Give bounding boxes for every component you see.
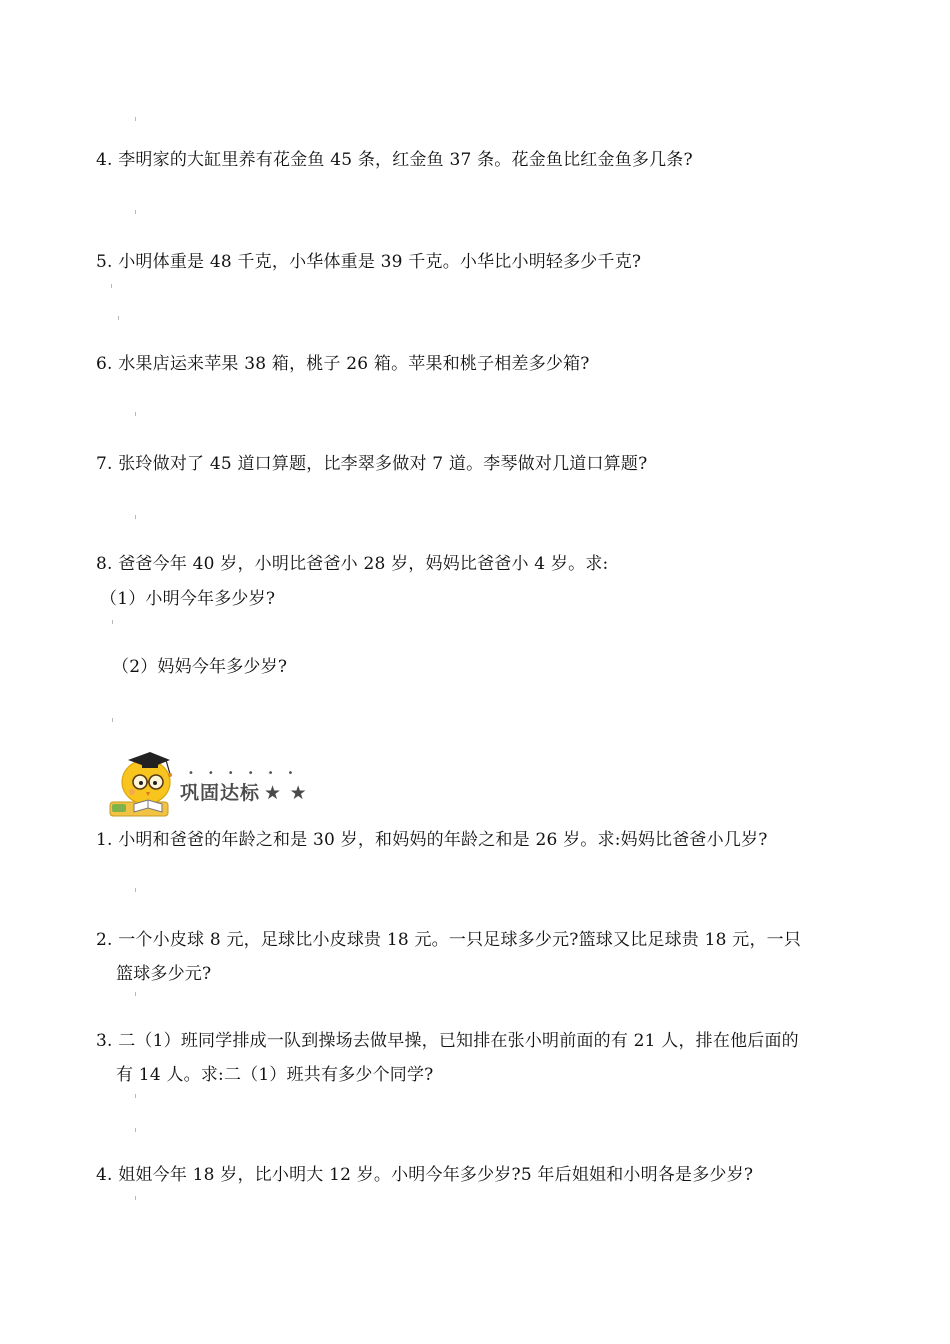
paragraph-mark <box>135 992 136 996</box>
paragraph-mark <box>118 316 119 320</box>
paragraph-mark <box>135 1196 136 1200</box>
paragraph-mark <box>112 620 113 624</box>
exercise-3: 3. 二（1）班同学排成一队到操场去做早操，已知排在张小明前面的有 21 人，排在他后面的 <box>96 1031 799 1051</box>
question-5: 5. 小明体重是 48 千克，小华体重是 39 千克。小华比小明轻多少千克? <box>96 252 642 272</box>
decorative-dots: •••••• <box>188 768 308 779</box>
exercise-1: 1. 小明和爸爸的年龄之和是 30 岁，和妈妈的年龄之和是 26 岁。求:妈妈比爸爸小几岁? <box>96 830 768 850</box>
question-6: 6. 水果店运来苹果 38 箱，桃子 26 箱。苹果和桃子相差多少箱? <box>96 354 590 374</box>
exercise-4: 4. 姐姐今年 18 岁，比小明大 12 岁。小明今年多少岁?5 年后姐姐和小明各是多少岁? <box>96 1165 754 1185</box>
exercise-2-continued: 篮球多少元? <box>116 964 212 984</box>
paragraph-mark <box>135 1094 136 1098</box>
exercise-2: 2. 一个小皮球 8 元，足球比小皮球贵 18 元。一只足球多少元?篮球又比足球贵 18 元，一只 <box>96 930 802 950</box>
question-7: 7. 张玲做对了 45 道口算题，比李翠多做对 7 道。李琴做对几道口算题? <box>96 454 648 474</box>
mascot-icon <box>108 750 188 822</box>
question-4: 4. 李明家的大缸里养有花金鱼 45 条，红金鱼 37 条。花金鱼比红金鱼多几条? <box>96 150 693 170</box>
paragraph-mark <box>135 515 136 519</box>
question-8-part-2: （2）妈妈今年多少岁? <box>112 657 288 677</box>
paragraph-mark <box>135 412 136 416</box>
section-stars: ★ ★ <box>264 782 308 804</box>
question-8: 8. 爸爸今年 40 岁，小明比爸爸小 28 岁，妈妈比爸爸小 4 岁。求: <box>96 554 609 574</box>
paragraph-mark <box>135 210 136 214</box>
section-title-text: 巩固达标 <box>180 782 261 804</box>
paragraph-mark <box>135 117 136 121</box>
paragraph-mark <box>135 1128 136 1132</box>
section-title <box>180 778 308 805</box>
paragraph-mark <box>112 718 113 722</box>
paragraph-mark <box>135 888 136 892</box>
paragraph-mark <box>111 284 112 288</box>
question-8-part-1: （1）小明今年多少岁? <box>100 589 276 609</box>
section-banner <box>108 750 348 822</box>
exercise-3-continued: 有 14 人。求:二（1）班共有多少个同学? <box>116 1065 434 1085</box>
